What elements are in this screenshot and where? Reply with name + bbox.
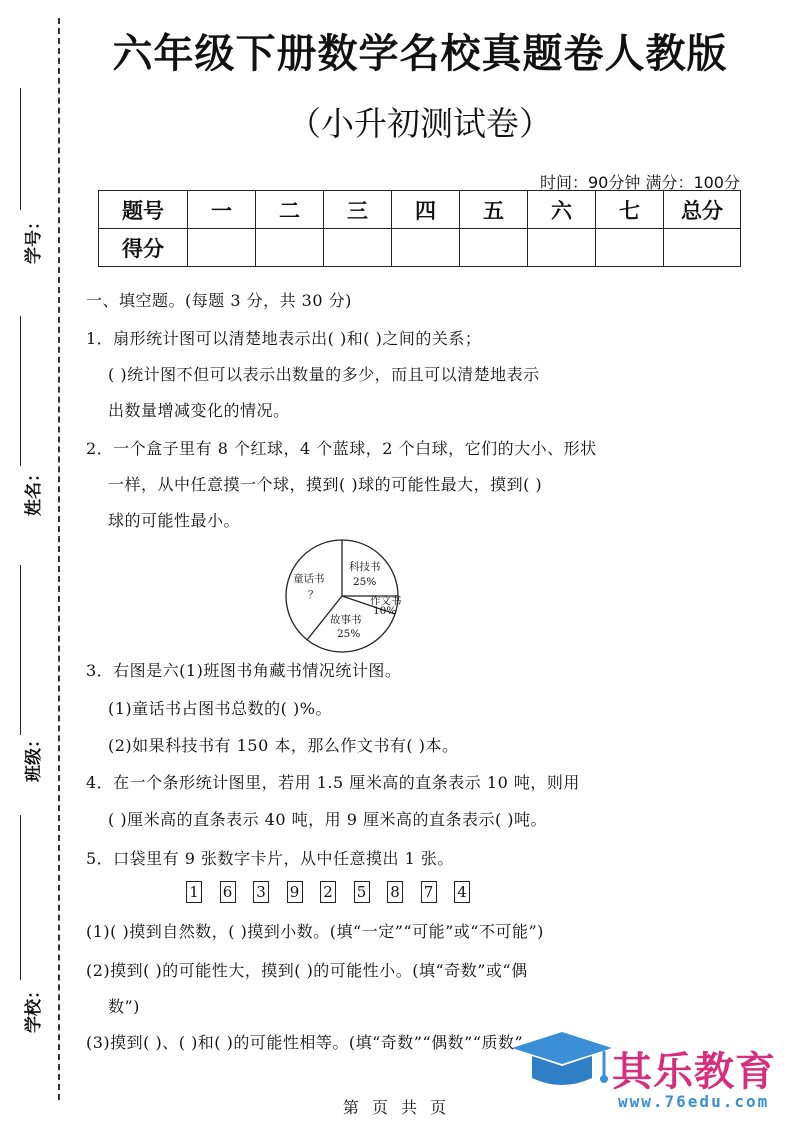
pie-value-fairy-tale: ？ bbox=[308, 589, 319, 601]
pie-label-fairy-tale: 童话书 bbox=[293, 573, 325, 585]
score-table-header-row bbox=[99, 191, 741, 229]
score-cell[interactable] bbox=[460, 229, 528, 267]
name-label: 姓名： bbox=[24, 465, 44, 516]
pie-label-science: 科技书 bbox=[349, 561, 381, 573]
page-subtitle: （小升初测试卷） bbox=[288, 104, 552, 143]
binding-dashed-line bbox=[58, 18, 60, 1100]
number-card: 4 bbox=[454, 881, 470, 903]
header-cell: 三 bbox=[324, 191, 392, 229]
question-3-line-2: (1)童话书占图书总数的( )%。 bbox=[108, 699, 332, 718]
score-table-score-row bbox=[99, 229, 741, 267]
question-2-line-3: 球的可能性最小。 bbox=[108, 511, 241, 530]
school-label: 学校： bbox=[24, 982, 44, 1033]
logo-name: 其乐教育 bbox=[612, 1049, 776, 1095]
cap-top bbox=[512, 1032, 612, 1064]
student-id-label: 学号： bbox=[24, 213, 44, 264]
score-cell[interactable] bbox=[664, 229, 741, 267]
question-5-line-1: 5．口袋里有 9 张数字卡片，从中任意摸出 1 张。 bbox=[86, 849, 454, 868]
score-table bbox=[98, 190, 741, 267]
score-cell[interactable] bbox=[596, 229, 664, 267]
class-label: 班级： bbox=[24, 731, 44, 782]
score-cell[interactable] bbox=[256, 229, 324, 267]
question-4-line-2: ( )厘米高的直条表示 40 吨，用 9 厘米高的直条表示( )吨。 bbox=[108, 810, 548, 829]
score-cell[interactable] bbox=[324, 229, 392, 267]
question-4-line-1: 4．在一个条形统计图里，若用 1.5 厘米高的直条表示 10 吨，则用 bbox=[86, 773, 580, 792]
page-footer: 第 页 共 页 bbox=[342, 1098, 451, 1117]
question-1-line-3: 出数量增减变化的情况。 bbox=[108, 401, 290, 420]
question-2-line-2: 一样，从中任意摸一个球，摸到( )球的可能性最大，摸到( ) bbox=[108, 475, 543, 494]
header-cell: 二 bbox=[256, 191, 324, 229]
question-1-line-2: ( )统计图不但可以表示出数量的多少，而且可以清楚地表示 bbox=[108, 365, 540, 384]
question-3-line-3: (2)如果科技书有 150 本，那么作文书有( )本。 bbox=[108, 736, 459, 755]
question-5-sub-3: (3)摸到( )、( )和( )的可能性相等。(填“奇数”“偶数”“质数” bbox=[86, 1033, 524, 1052]
time-info: 时间：90分钟 满分：100分 bbox=[540, 173, 740, 192]
header-cell: 六 bbox=[528, 191, 596, 229]
row-label-cell: 得分 bbox=[99, 229, 188, 267]
number-card: 2 bbox=[320, 881, 336, 903]
number-cards bbox=[186, 881, 470, 903]
page-title: 六年级下册数学名校真题卷人教版 bbox=[112, 31, 728, 77]
number-card: 1 bbox=[186, 881, 202, 903]
score-cell[interactable] bbox=[392, 229, 460, 267]
number-card: 8 bbox=[387, 881, 403, 903]
score-cell[interactable] bbox=[528, 229, 596, 267]
school-line bbox=[20, 815, 21, 980]
class-line bbox=[20, 565, 21, 735]
header-cell: 总分 bbox=[664, 191, 741, 229]
header-cell: 一 bbox=[188, 191, 256, 229]
question-1-line-1: 1．扇形统计图可以清楚地表示出( )和( )之间的关系； bbox=[86, 329, 482, 348]
pie-value-essay: 10% bbox=[373, 605, 397, 617]
number-card: 3 bbox=[253, 881, 269, 903]
logo-url: www.76edu.com bbox=[618, 1092, 770, 1111]
cap-tassel-end bbox=[600, 1075, 608, 1083]
question-5-sub-2-cont: 数”) bbox=[108, 997, 140, 1016]
header-cell: 七 bbox=[596, 191, 664, 229]
header-cell: 题号 bbox=[99, 191, 188, 229]
number-card: 7 bbox=[421, 881, 437, 903]
number-card: 6 bbox=[220, 881, 236, 903]
book-pie-chart bbox=[285, 538, 405, 654]
number-card: 9 bbox=[287, 881, 303, 903]
score-cell[interactable] bbox=[188, 229, 256, 267]
section-heading: 一、填空题。(每题 3 分，共 30 分) bbox=[86, 291, 352, 310]
pie-value-science: 25% bbox=[353, 576, 377, 588]
pie-label-essay: 作文书 bbox=[370, 595, 402, 607]
question-2-line-1: 2．一个盒子里有 8 个红球，4 个蓝球，2 个白球，它们的大小、形状 bbox=[86, 439, 597, 458]
header-cell: 五 bbox=[460, 191, 528, 229]
question-5-sub-1: (1)( )摸到自然数，( )摸到小数。(填“一定”“可能”或“不可能”) bbox=[86, 922, 544, 941]
number-card: 5 bbox=[354, 881, 370, 903]
pie-label-story: 故事书 bbox=[330, 614, 362, 626]
question-3-line-1: 3．右图是六(1)班图书角藏书情况统计图。 bbox=[86, 661, 402, 680]
header-cell: 四 bbox=[392, 191, 460, 229]
student-id-line bbox=[20, 88, 21, 210]
pie-value-story: 25% bbox=[337, 628, 361, 640]
name-line bbox=[20, 316, 21, 466]
question-5-sub-2: (2)摸到( )的可能性大，摸到( )的可能性小。(填“奇数”或“偶 bbox=[86, 961, 528, 980]
